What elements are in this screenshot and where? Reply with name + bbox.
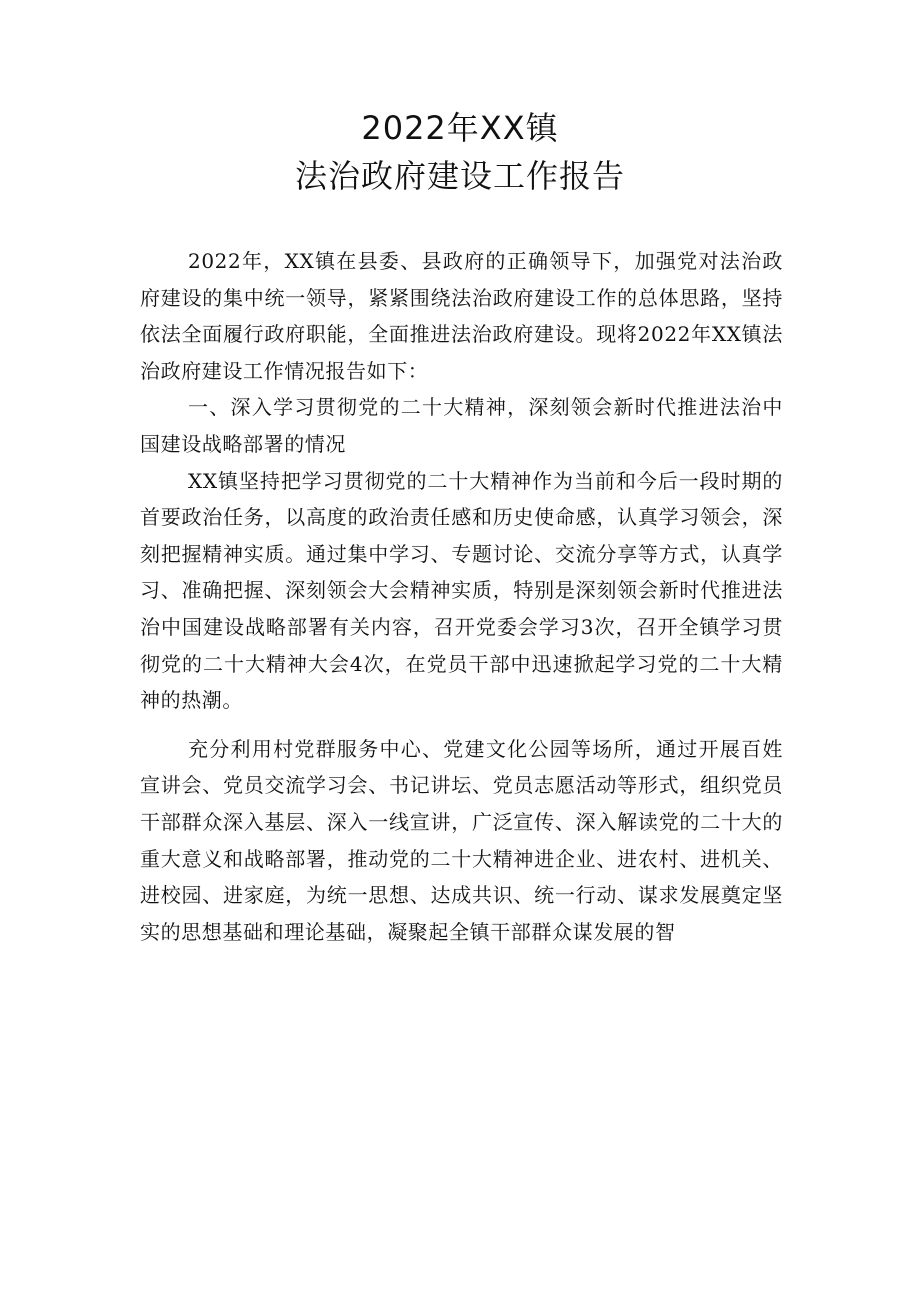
section-1-paragraph-2: 充分利用村党群服务中心、党建文化公园等场所，通过开展百姓宣讲会、党员交流学习会、书记讲坛、党员志愿活动等形式，组织党员干部群众深入基层、深入一线宣讲，广泛宣传、深入解读党的二十大的重大意义和战略部署，推动党的二十大精神进企业、进农村、进机关、进校园、进家庭，为统一思想、达成共识、统一行动、谋求发展奠定坚实的思想基础和理论基础，凝聚起全镇干部群众谋发展的智 [140,736,783,944]
intro-paragraph: 2022年，XX镇在县委、县政府的正确领导下，加强党对法治政府建设的集中统一领导，紧紧围绕法治政府建设工作的总体思路，坚持依法全面履行政府职能，全面推进法治政府建设。现将2022年XX镇法治政府建设工作情况报告如下： [140,249,783,383]
section-1-heading: 一、深入学习贯彻党的二十大精神，深刻领会新时代推进法治中国建设战略部署的情况 [140,395,783,456]
title-line-year-town: 2022年XX镇 [361,109,559,147]
section-1-paragraph-1: XX镇坚持把学习贯彻党的二十大精神作为当前和今后一段时期的首要政治任务，以高度的政治责任感和历史使命感，认真学习领会，深刻把握精神实质。通过集中学习、专题讨论、交流分享等方式，认真学习、准确把握、深刻领会大会精神实质，特别是深刻领会新时代推进法治中国建设战略部署有关内容，召开党委会学习3次，召开全镇学习贯彻党的二十大精神大会4次，在党员干部中迅速掀起学习党的二十大精神的热潮。 [140,468,783,713]
document-title [0,104,920,200]
title-line-report-name: 法治政府建设工作报告 [294,157,625,195]
document-body [140,243,783,950]
